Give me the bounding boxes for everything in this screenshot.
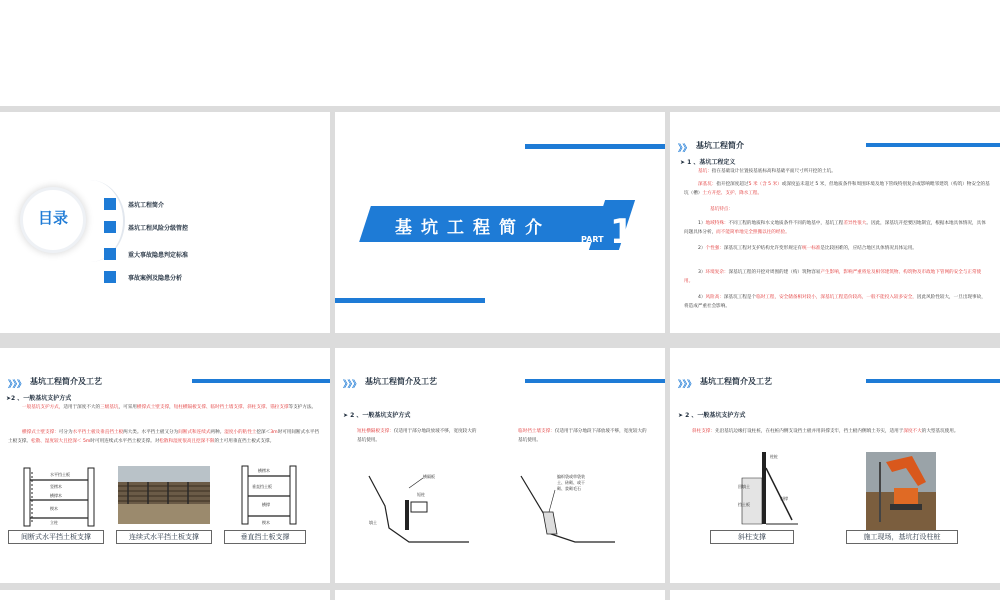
slide-thumbnail-transverse-support[interactable]	[0, 348, 330, 583]
fig-label: 水平挡土板	[50, 472, 70, 477]
subtitle-text: 2 、一般基坑支护方式	[685, 412, 746, 419]
slide3-header-bar	[866, 143, 1000, 147]
fig-label: 土、砖砌、或干	[557, 480, 585, 485]
section-subtitle	[680, 157, 735, 166]
header-arrows: 》》》	[343, 380, 362, 390]
fig-label: 砌、浆砌毛石	[557, 486, 581, 491]
fig-label: 编织袋或草袋装	[557, 474, 585, 479]
toc-title: 目录	[37, 209, 68, 227]
subtitle-text: 2 、一般基坑支护方式	[350, 412, 411, 419]
blank-top-area	[0, 0, 1000, 106]
toc-item-marker	[104, 221, 116, 233]
paragraph-general-methods: 一般基坑支护方式，适用于深度不大的三级基坑，可采用横撑式土壁支撑，短柱横隔板支撑、临时挡土墙支撑、斜柱支撑、锚拉支撑等支护方法。	[22, 405, 317, 410]
header-arrows: 》》》	[678, 380, 697, 390]
fig-label: 楔木	[50, 506, 58, 511]
next-row-slide-edge	[670, 590, 1000, 600]
fig-label: 挡土板	[738, 502, 750, 507]
fig-label: 横楞木	[258, 468, 270, 473]
fig-label: 横撑木	[50, 493, 62, 498]
slide-thumbnail-toc[interactable]	[0, 112, 330, 333]
paragraph-feature-1: 1）地域特殊：不同工程的地质和水文地质条件不同的地基中，基坑工程差异性很大。因此，深基坑开挖要因地制宜，根据本地具体情况，具体问题具体分析，而不能简单地完全照搬以往的经验。	[684, 221, 986, 235]
paragraph-deep-pit-def: 深基坑：指开挖深度超过5 米（含 5 米）或深度虽未超过 5 米，但地质条件和周围环境及地下管线特别复杂或影响毗邻建筑（构筑）物安全的基坑（槽）土方开挖、支护、降水工程。	[684, 182, 990, 196]
vertical-shoring-diagram	[236, 462, 302, 528]
caption-intermittent: 间断式水平挡土板支撑	[8, 530, 104, 544]
toc-item-label: 事故案例及隐患分析	[128, 275, 183, 282]
paragraph-pit-def: 基坑：指在基础设计位置按基底标高和基础平面尺寸所开挖的土坑。	[698, 169, 836, 174]
paragraph-short-column: 短柱横隔板支撑：仅适用于部分地段放坡不够，宽度较大的基坑使用。	[357, 429, 477, 443]
fig-label: 横撑	[262, 502, 270, 507]
header-bar	[866, 379, 1000, 383]
fig-label: 立柱	[50, 520, 58, 525]
decor-line-top	[525, 144, 665, 149]
slide-header-title: 基坑工程简介及工艺	[365, 377, 437, 386]
caption-continuous: 连续式水平挡土板支撑	[116, 530, 212, 544]
arrow-marker-icon: ➤	[6, 395, 12, 402]
section-subtitle	[6, 393, 71, 402]
fig-label: 填土	[369, 520, 377, 525]
slide-header-title: 基坑工程简介及工艺	[700, 377, 772, 386]
fig-label: 横隔板	[423, 474, 435, 479]
fig-label: 柱桩	[770, 454, 778, 459]
temp-wall-diagram	[515, 466, 625, 546]
section-subtitle	[678, 410, 745, 419]
header-bar	[525, 379, 665, 383]
fig-label: 垂直挡土板	[252, 484, 272, 489]
inclined-column-diagram	[736, 448, 800, 530]
paragraph-inclined-column: 斜柱支撑：先沿基坑边缘打设柱桩，在柱桩内侧支设挡土板并用斜撑支牢，挡土板内侧填土夯实，适用于深度不大的大型基坑使用。	[692, 429, 959, 434]
arrow-marker-icon: ➤	[343, 412, 349, 419]
slide-thumbnail-short-column-support[interactable]	[335, 348, 665, 583]
arrow-marker-icon: ➤	[680, 159, 686, 166]
paragraph-temp-wall: 临时挡土墙支撑：仅适用于部分地段下部放坡不够，宽度较大的基坑使用。	[518, 429, 647, 443]
toc-item-marker	[104, 271, 116, 283]
fig-label: 回填土	[738, 484, 750, 489]
decor-line-bottom	[335, 298, 485, 303]
short-column-diagram	[365, 466, 475, 546]
part-title: 基坑工程简介	[395, 218, 551, 238]
construction-site-photo	[866, 452, 936, 530]
paragraph-feature-3: 3）环境复杂：深基坑工程的开挖对周围的建（构）筑物容易产生影响，影响严重将危及相邻建筑物、构筑物及市政地下管网的安全与正常使用。	[684, 270, 982, 284]
slide-thumbnail-inclined-column[interactable]	[670, 348, 1000, 583]
caption-site: 施工现场，基坑打设柱桩	[846, 530, 958, 544]
paragraph-feature-2: 2）个性强：深基坑工程对支护结构允许变形规定有统一标准是比较困难的，应结合地区具体情况具体运用。	[698, 246, 917, 251]
part-number: 1	[610, 212, 634, 252]
slide-header-title: 基坑工程简介及工艺	[30, 377, 102, 386]
header-bar	[192, 379, 330, 383]
paragraph-feature-4: 4）风险高：深基坑工程是个临时工程，安全储备相对较小，深基坑工程造价较高，一般不能投入较多安全，因此风险性较大，一旦出现事故，将造成严重社会影响。	[684, 295, 986, 309]
subtitle-text: 2 、一般基坑支护方式	[11, 395, 72, 402]
fig-label: 斜撑	[780, 496, 788, 501]
paragraph-features-title: 基坑特点：	[710, 207, 733, 212]
caption-vertical: 垂直挡土板支撑	[224, 530, 306, 544]
toc-item-label: 重大事故隐患判定标准	[128, 252, 189, 259]
section-subtitle	[343, 410, 410, 419]
arrow-marker-icon: ➤	[678, 412, 684, 419]
next-row-slide-edge	[0, 590, 330, 600]
toc-item-label: 基坑工程简介	[128, 202, 165, 209]
next-row-slide-edge	[335, 590, 665, 600]
toc-item-marker	[104, 198, 116, 210]
continuous-shoring-photo	[118, 466, 210, 524]
header-arrows: 》》	[678, 144, 692, 154]
intermittent-shoring-diagram	[18, 464, 102, 528]
fig-label: 竖楞木	[50, 484, 62, 489]
paragraph-transverse-support: 横撑式土壁支撑：可分为水平挡土板及垂直挡土板两大类。水平挡土板又分为间断式和连续式两种。湿度小的粘性土挖深＜3m时可用间断式水平挡土板支撑。松散、湿度较大且挖深＜ 5m时可用连续式水平挡土板支撑。对松散和湿度很高且挖深不限的土可用垂直挡土板式支撑。	[8, 430, 319, 444]
header-arrows: 》》》	[8, 380, 27, 390]
fig-label: 短柱	[417, 492, 425, 497]
slide-header-title: 基坑工程简介	[696, 141, 744, 150]
toc-item-label: 基坑工程风险分级管控	[128, 225, 189, 232]
caption-inclined: 斜柱支撑	[710, 530, 794, 544]
part-label: PART	[581, 235, 604, 244]
subtitle-text: 1 、基坑工程定义	[687, 159, 736, 166]
slide-thumbnail-part1[interactable]	[335, 112, 665, 333]
toc-item-marker	[104, 248, 116, 260]
fig-label: 楔木	[262, 520, 270, 525]
